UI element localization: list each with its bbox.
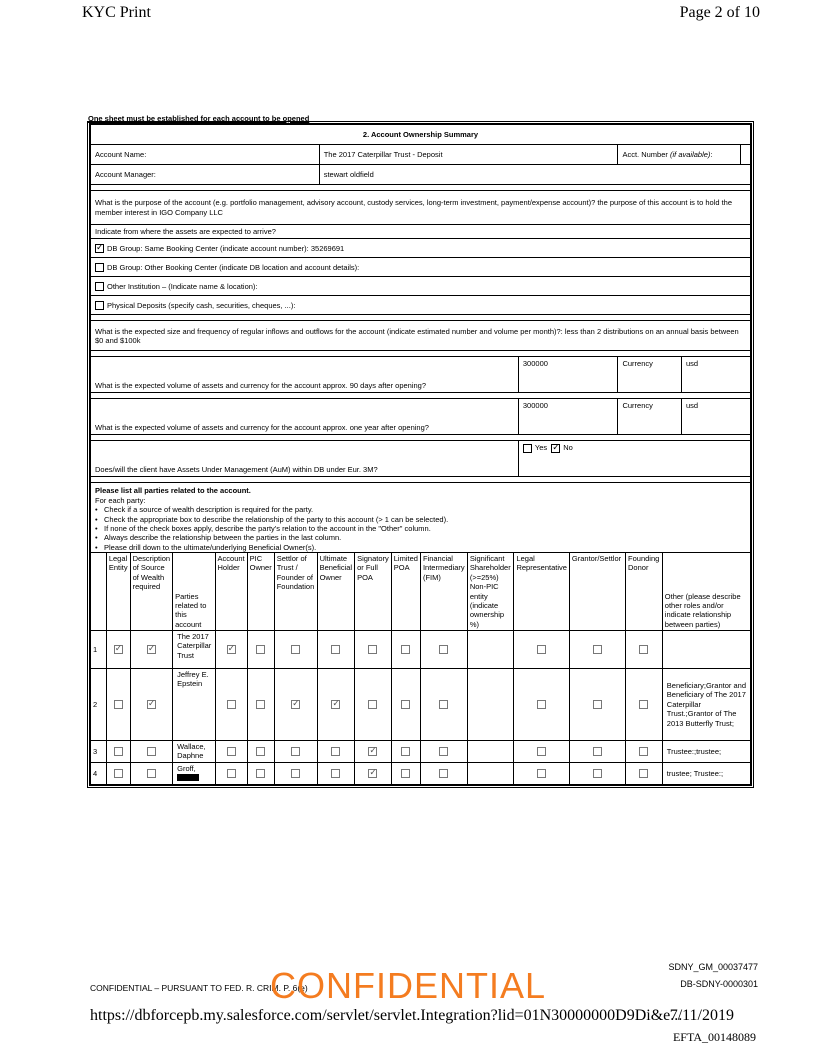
party-role-checkbox[interactable]	[368, 645, 377, 654]
col-source-of-wealth: Description of Source of Wealth required	[130, 553, 173, 631]
instruction-item: • Always describe the relationship between the parties in the last column.	[95, 533, 746, 542]
party-role-checkbox[interactable]	[639, 645, 648, 654]
party-role-checkbox[interactable]	[147, 747, 156, 756]
party-name: Jeffrey E. Epstein	[173, 669, 215, 741]
party-role-checkbox[interactable]	[593, 769, 602, 778]
party-role-checkbox[interactable]: ✓	[114, 644, 123, 655]
party-role-checkbox[interactable]	[227, 747, 236, 756]
form-notice: One sheet must be established for each account to be opened	[88, 114, 310, 123]
instruction-item: • Please drill down to the ultimate/underlying Beneficial Owner(s).	[95, 543, 746, 552]
col-ubo: Ultimate Beneficial Owner	[317, 553, 355, 631]
instruction-item: • If none of the check boxes apply, describe the party's relation to the account in the "Other" column.	[95, 524, 746, 533]
account-manager-value: stewart oldfield	[319, 165, 750, 185]
asset-option-checkbox[interactable]: ✓	[96, 243, 104, 254]
asset-option-other-booking: DB Group: Other Booking Center (indicate DB location and account details):	[91, 258, 751, 277]
aum-no-checkbox[interactable]: ✓	[552, 442, 560, 453]
parties-instructions	[91, 483, 751, 552]
parties-header-row	[91, 553, 751, 631]
party-other-relationship	[662, 631, 750, 669]
asset-option-checkbox[interactable]	[95, 282, 104, 291]
col-parties: Parties related to this account	[173, 553, 215, 631]
party-role-checkbox[interactable]	[256, 700, 265, 709]
party-role-checkbox[interactable]: ✓	[147, 699, 156, 710]
bates-number-primary: SDNY_GM_00037477	[668, 962, 758, 972]
col-other: Other (please describe other roles and/or indicate relationship between parties)	[662, 553, 750, 631]
asset-option-physical-deposits: Physical Deposits (specify cash, securities, cheques, ...):	[91, 296, 751, 315]
col-pic-owner: PIC Owner	[247, 553, 274, 631]
col-settlor: Settlor of Trust / Founder of Foundation	[274, 553, 317, 631]
summary-table	[90, 124, 751, 552]
account-purpose: What is the purpose of the account (e.g. portfolio management, advisory account, custody services, long-term investment, payment/expense account)? the purpose of this account is to hold the member interest in IGO Company LLC	[91, 191, 751, 225]
party-row	[91, 631, 751, 669]
party-role-checkbox[interactable]	[439, 747, 448, 756]
party-significant-shareholder	[467, 763, 514, 785]
instruction-item: • Check the appropriate box to describe the relationship of the party to this account (> 1 can be selected).	[95, 515, 746, 524]
party-name: The 2017 Caterpillar Trust	[173, 631, 215, 669]
party-role-checkbox[interactable]: ✓	[369, 746, 377, 757]
volume-1-year-currency: usd	[681, 399, 750, 435]
aum-question: Does/will the client have Assets Under Management (AuM) within DB under Eur. 3M?	[91, 441, 519, 477]
party-name: Groff,	[173, 763, 215, 785]
party-row	[91, 669, 751, 741]
party-row-number: 1	[91, 631, 107, 669]
party-name: Wallace, Daphne	[173, 741, 215, 763]
bates-number-secondary: DB-SDNY-0000301	[680, 979, 758, 990]
party-role-checkbox[interactable]: ✓	[332, 699, 340, 710]
redaction-block	[177, 774, 199, 781]
party-role-checkbox[interactable]	[331, 645, 340, 654]
party-role-checkbox[interactable]	[537, 769, 546, 778]
aum-no-label: No	[563, 443, 573, 453]
currency-label: Currency	[618, 357, 681, 393]
print-header-title: KYC Print	[82, 4, 151, 21]
aum-yes-checkbox[interactable]	[523, 444, 532, 453]
confidential-note: CONFIDENTIAL – PURSUANT TO FED. R. CRIM. P. 6(e)	[90, 983, 308, 993]
party-role-checkbox[interactable]	[593, 645, 602, 654]
party-row-number: 3	[91, 741, 107, 763]
parties-table	[90, 552, 751, 785]
party-other-relationship: Trustee:;trustee;	[662, 741, 750, 763]
party-row	[91, 741, 751, 763]
party-role-checkbox[interactable]: ✓	[292, 699, 300, 710]
party-role-checkbox[interactable]	[401, 645, 410, 654]
party-role-checkbox[interactable]	[331, 747, 340, 756]
party-row-number: 2	[91, 669, 107, 741]
efta-number: EFTA_00148089	[672, 1030, 756, 1044]
party-role-checkbox[interactable]	[331, 769, 340, 778]
volume-1-year-value: 300000	[518, 399, 618, 435]
party-role-checkbox[interactable]	[439, 645, 448, 654]
print-url: https://dbforcepb.my.salesforce.com/servlet/servlet.Integration?lid=01N30000000D9Di&e...	[90, 1007, 683, 1024]
party-role-checkbox[interactable]	[256, 645, 265, 654]
asset-option-checkbox[interactable]	[95, 263, 104, 272]
print-date: 7/11/2019	[669, 1007, 734, 1024]
party-significant-shareholder	[467, 741, 514, 763]
col-legal-representative: Legal Representative	[514, 553, 569, 631]
col-fim: Financial Intermediary (FIM)	[420, 553, 467, 631]
party-role-checkbox[interactable]	[401, 700, 410, 709]
party-role-checkbox[interactable]	[368, 700, 377, 709]
party-other-relationship: Beneficiary;Grantor and Beneficiary of The 2017 Caterpillar Trust.;Grantor of The 2013 Butterfly Trust;	[662, 669, 750, 741]
parties-intro: For each party:	[95, 495, 146, 505]
party-role-checkbox[interactable]	[256, 769, 265, 778]
acct-number-label: Acct. Number (if available):	[618, 145, 741, 165]
party-role-checkbox[interactable]	[291, 769, 300, 778]
acct-number-value	[741, 145, 751, 165]
party-role-checkbox[interactable]	[401, 769, 410, 778]
volume-90-days-value: 300000	[518, 357, 618, 393]
col-grantor: Grantor/Settlor	[569, 553, 625, 631]
party-role-checkbox[interactable]	[114, 769, 123, 778]
party-row	[91, 763, 751, 785]
party-significant-shareholder	[467, 631, 514, 669]
party-role-checkbox[interactable]	[227, 700, 236, 709]
party-role-checkbox[interactable]	[291, 645, 300, 654]
party-role-checkbox[interactable]	[439, 700, 448, 709]
col-founding-donor: Founding Donor	[626, 553, 663, 631]
asset-option-same-booking: ✓ DB Group: Same Booking Center (indicate account number): 35269691	[91, 239, 751, 258]
party-role-checkbox[interactable]	[227, 769, 236, 778]
volume-90-days-currency: usd	[681, 357, 750, 393]
currency-label: Currency	[618, 399, 681, 435]
asset-option-other-institution: Other Institution – (Indicate name & location):	[91, 277, 751, 296]
party-role-checkbox[interactable]	[147, 769, 156, 778]
account-name-value: The 2017 Caterpillar Trust - Deposit	[319, 145, 618, 165]
account-manager-label: Account Manager:	[91, 165, 320, 185]
col-limited-poa: Limited POA	[391, 553, 420, 631]
parties-heading: Please list all parties related to the account.	[95, 486, 251, 496]
col-account-holder: Account Holder	[215, 553, 247, 631]
party-role-checkbox[interactable]: ✓	[147, 644, 156, 655]
account-name-label: Account Name:	[91, 145, 320, 165]
party-role-checkbox[interactable]	[256, 747, 265, 756]
col-legal-entity: Legal Entity	[106, 553, 130, 631]
col-significant-shareholder: Significant Shareholder (>=25%) Non-PIC entity (indicate ownership %)	[467, 553, 514, 631]
party-role-checkbox[interactable]	[114, 747, 123, 756]
party-role-checkbox[interactable]: ✓	[369, 768, 377, 779]
asset-option-checkbox[interactable]	[95, 301, 104, 310]
party-role-checkbox[interactable]	[593, 747, 602, 756]
page-indicator: Page 2 of 10	[679, 4, 760, 21]
party-role-checkbox[interactable]	[639, 700, 648, 709]
party-other-relationship: trustee; Trustee:;	[662, 763, 750, 785]
party-row-number: 4	[91, 763, 107, 785]
confidential-stamp: CONFIDENTIAL	[270, 965, 547, 1006]
party-role-checkbox[interactable]	[114, 700, 123, 709]
form-title: 2. Account Ownership Summary	[91, 125, 751, 145]
party-significant-shareholder	[467, 669, 514, 741]
party-role-checkbox[interactable]	[291, 747, 300, 756]
bates-numbers	[668, 959, 758, 993]
party-role-checkbox[interactable]	[537, 747, 546, 756]
party-role-checkbox[interactable]	[639, 747, 648, 756]
account-ownership-form	[87, 121, 754, 788]
party-role-checkbox[interactable]	[537, 645, 546, 654]
party-role-checkbox[interactable]	[593, 700, 602, 709]
aum-answer	[518, 441, 750, 477]
party-role-checkbox[interactable]: ✓	[227, 644, 236, 655]
assets-from-label: Indicate from where the assets are expected to arrive?	[91, 225, 751, 239]
volume-90-days-label: What is the expected volume of assets and currency for the account approx. 90 days after opening?	[91, 357, 519, 393]
party-role-checkbox[interactable]	[401, 747, 410, 756]
volume-1-year-label: What is the expected volume of assets and currency for the account approx. one year after opening?	[91, 399, 519, 435]
instruction-item: • Check if a source of wealth description is required for the party.	[95, 505, 746, 514]
party-role-checkbox[interactable]	[537, 700, 546, 709]
party-role-checkbox[interactable]	[439, 769, 448, 778]
party-role-checkbox[interactable]	[639, 769, 648, 778]
col-signatory: Signatory or Full POA	[355, 553, 392, 631]
inflow-outflow-question: What is the expected size and frequency of regular inflows and outflows for the account (indicate estimated number and volume per month)?: less than 2 distributions on an annual basis between $0 and $100k	[91, 321, 751, 351]
aum-yes-label: Yes	[534, 443, 548, 453]
